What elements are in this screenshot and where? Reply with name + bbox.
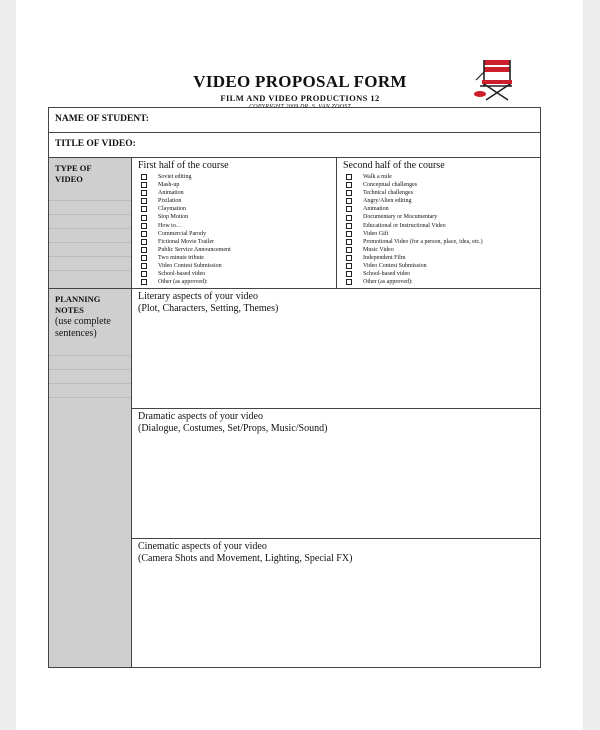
checkbox-icon[interactable]: [141, 271, 147, 277]
first-half-column: [132, 158, 336, 288]
first-half-option-label: School-based video: [158, 271, 206, 278]
second-half-option[interactable]: [343, 197, 540, 205]
checkbox-icon[interactable]: [346, 271, 352, 277]
checkbox-icon[interactable]: [346, 198, 352, 204]
video-title-row: [49, 133, 541, 158]
checkbox-icon[interactable]: [346, 206, 352, 212]
second-half-option[interactable]: [343, 262, 540, 270]
literary-row: [49, 289, 541, 409]
second-half-option-label: Independent Film: [363, 254, 406, 261]
first-half-option[interactable]: [138, 213, 336, 221]
second-half-option[interactable]: [343, 246, 540, 254]
first-half-option-label: Other (as approved):: [158, 279, 208, 286]
second-half-option-label: Educational or Instructional Video: [363, 222, 446, 229]
first-half-option[interactable]: [138, 222, 336, 230]
first-half-option-label: Animation: [158, 190, 184, 197]
checkbox-icon[interactable]: [141, 182, 147, 188]
checkbox-icon[interactable]: [141, 263, 147, 269]
cinematic-heading: Cinematic aspects of your video: [138, 541, 267, 553]
planning-label-sub2: sentences): [55, 328, 97, 340]
second-half-option[interactable]: [343, 213, 540, 221]
copyright-line: COPYRIGHT 2009 DR. S. VAN ZOOST: [249, 104, 351, 110]
checkbox-icon[interactable]: [346, 215, 352, 221]
planning-label-sub1: (use complete: [55, 316, 111, 328]
second-half-column: [336, 158, 540, 288]
second-half-option[interactable]: [343, 222, 540, 230]
first-half-option-label: How to…: [158, 222, 182, 229]
first-half-option-label: Public Service Announcement: [158, 246, 231, 253]
checkbox-icon[interactable]: [141, 215, 147, 221]
literary-subheading: (Plot, Characters, Setting, Themes): [138, 303, 279, 315]
planning-label-stripes: [49, 342, 131, 398]
directors-chair-icon: [472, 56, 518, 102]
second-half-option-label: Angry/Alien editing: [363, 198, 412, 205]
checkbox-icon[interactable]: [346, 174, 352, 180]
checkbox-icon[interactable]: [346, 255, 352, 261]
first-half-option[interactable]: [138, 189, 336, 197]
planning-notes-label-cell: [49, 289, 132, 668]
second-half-option[interactable]: [343, 230, 540, 238]
checkbox-icon[interactable]: [346, 231, 352, 237]
first-half-option[interactable]: [138, 205, 336, 213]
form-subtitle: FILM AND VIDEO PRODUCTIONS 12: [220, 93, 380, 103]
checkbox-icon[interactable]: [141, 239, 147, 245]
first-half-option[interactable]: [138, 181, 336, 189]
second-half-option[interactable]: [343, 181, 540, 189]
checkbox-icon[interactable]: [141, 279, 147, 285]
second-half-option-label: Video Contest Submission: [363, 263, 427, 270]
type-of-video-label: [49, 158, 131, 185]
second-half-list: [343, 173, 540, 286]
student-name-label: NAME OF STUDENT:: [55, 114, 149, 124]
student-name-row: [49, 108, 541, 133]
checkbox-icon[interactable]: [346, 247, 352, 253]
checkbox-icon[interactable]: [346, 190, 352, 196]
second-half-option[interactable]: [343, 189, 540, 197]
checkbox-icon[interactable]: [346, 279, 352, 285]
first-half-option[interactable]: [138, 173, 336, 181]
first-half-option-label: Soviet editing: [158, 174, 192, 180]
literary-notes-area[interactable]: [132, 289, 541, 409]
second-half-option-label: Technical challenges: [363, 190, 414, 197]
dramatic-notes-area[interactable]: [132, 409, 541, 539]
type-label-line1: TYPE OF: [55, 163, 92, 173]
checkbox-icon[interactable]: [141, 206, 147, 212]
second-half-option-label: Promotional Video (for a person, place, idea, etc.): [363, 238, 483, 245]
checkbox-icon[interactable]: [141, 174, 147, 180]
label-stripes: [49, 187, 131, 271]
dramatic-heading: Dramatic aspects of your video: [138, 411, 263, 423]
type-of-video-label-cell: [49, 158, 132, 289]
first-half-option[interactable]: [138, 230, 336, 238]
type-of-video-row: [49, 158, 541, 289]
checkbox-icon[interactable]: [346, 182, 352, 188]
second-half-option-label: Documentary or Mocumentary: [363, 214, 438, 221]
second-half-option-label: School-based video: [363, 271, 411, 278]
proposal-form-table: [48, 107, 541, 668]
checkbox-icon[interactable]: [346, 223, 352, 229]
first-half-option-label: Two minute tribute: [158, 254, 204, 261]
first-half-list: [138, 173, 336, 286]
planning-label-line2: NOTES: [55, 305, 84, 316]
second-half-option-label: Walk a mile: [363, 174, 392, 180]
checkbox-icon[interactable]: [346, 239, 352, 245]
first-half-option-label: Mash-up: [158, 182, 180, 189]
second-half-option[interactable]: [343, 254, 540, 262]
first-half-option[interactable]: [138, 246, 336, 254]
first-half-option-label: Video Contest Submission: [158, 263, 222, 270]
checkbox-icon[interactable]: [141, 231, 147, 237]
second-half-heading: Second half of the course: [343, 160, 445, 171]
first-half-option[interactable]: [138, 254, 336, 262]
first-half-option[interactable]: [138, 262, 336, 270]
second-half-option[interactable]: [343, 270, 540, 278]
first-half-option-label: Fictional Movie Trailer: [158, 238, 214, 245]
checkbox-icon[interactable]: [141, 198, 147, 204]
first-half-option[interactable]: [138, 238, 336, 246]
first-half-option-label: Stop Motion: [158, 214, 189, 221]
second-half-option-label: Video Gift: [363, 230, 389, 237]
video-title-label: TITLE OF VIDEO:: [55, 139, 136, 149]
student-name-field[interactable]: [49, 108, 541, 133]
cinematic-subheading: (Camera Shots and Movement, Lighting, Special FX): [138, 553, 353, 565]
dramatic-subheading: (Dialogue, Costumes, Set/Props, Music/Sound): [138, 423, 328, 435]
type-of-video-options-cell: [132, 158, 541, 289]
checkbox-icon[interactable]: [141, 223, 147, 229]
checkbox-icon[interactable]: [141, 190, 147, 196]
second-half-option[interactable]: [343, 278, 540, 286]
literary-heading: Literary aspects of your video: [138, 291, 258, 303]
first-half-heading: First half of the course: [138, 160, 229, 171]
form-title: VIDEO PROPOSAL FORM: [193, 72, 407, 91]
type-label-line2: VIDEO: [55, 174, 83, 184]
second-half-option-label: Animation: [363, 206, 389, 213]
second-half-option-label: Music Video: [363, 246, 394, 253]
planning-notes-label: [49, 289, 131, 316]
first-half-option-label: Commercial Parody: [158, 230, 207, 237]
planning-label-line1: PLANNING: [55, 294, 101, 305]
second-half-option-label: Conceptual challenges: [363, 182, 418, 189]
first-half-option[interactable]: [138, 270, 336, 278]
first-half-option[interactable]: [138, 197, 336, 205]
cinematic-notes-area[interactable]: [132, 539, 541, 668]
second-half-option[interactable]: [343, 173, 540, 181]
second-half-option[interactable]: [343, 238, 540, 246]
second-half-option-label: Other (as approved):: [363, 279, 413, 286]
checkbox-icon[interactable]: [346, 263, 352, 269]
checkbox-icon[interactable]: [141, 255, 147, 261]
video-title-field[interactable]: [49, 133, 541, 158]
first-half-option-label: Pixilation: [158, 198, 182, 205]
checkbox-icon[interactable]: [141, 247, 147, 253]
second-half-option[interactable]: [343, 205, 540, 213]
first-half-option-label: Claymation: [158, 206, 186, 213]
first-half-option[interactable]: [138, 278, 336, 286]
